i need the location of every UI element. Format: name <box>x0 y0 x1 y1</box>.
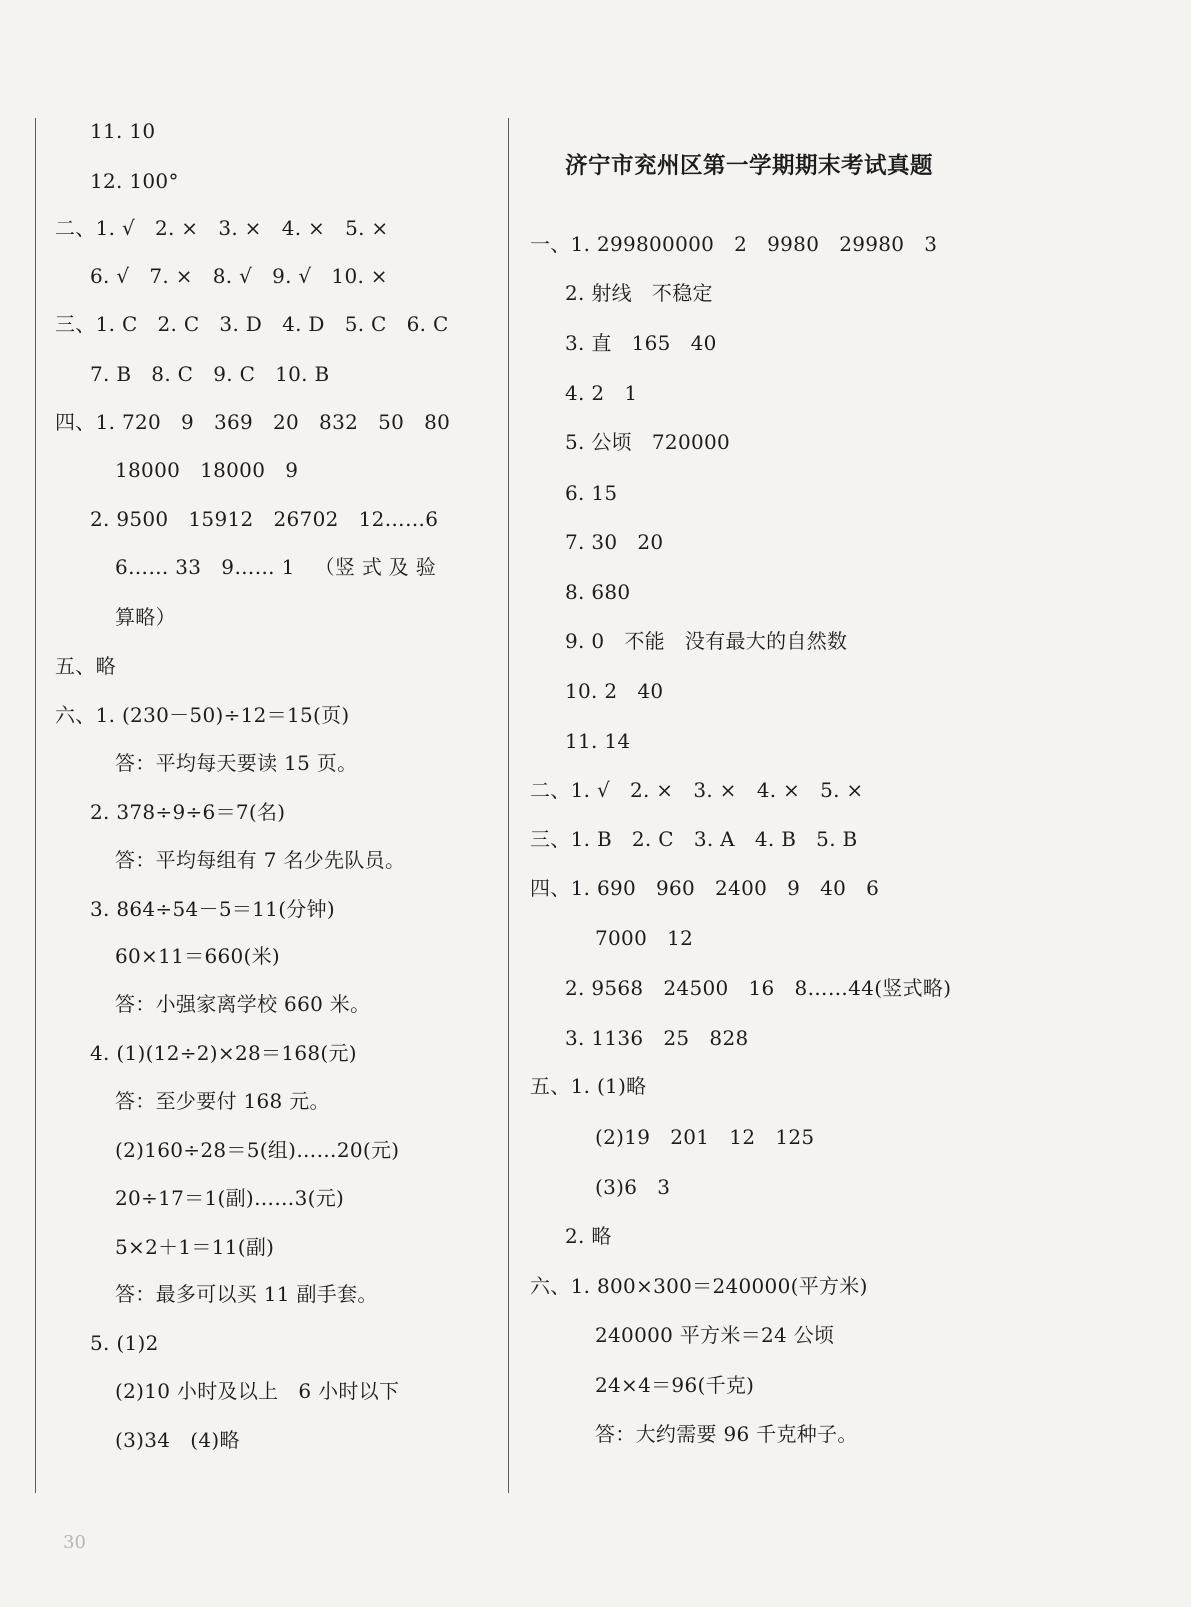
answer-line: (2)160÷28＝5(组)……20(元) <box>115 1138 400 1162</box>
answer-line: 二、1. √ 2. × 3. × 4. × 5. × <box>530 778 864 802</box>
answer-line: 答：至少要付 168 元。 <box>115 1089 330 1113</box>
answer-line: 10. 2 40 <box>565 679 664 703</box>
answer-line: 6…… 33 9…… 1 （竖 式 及 验 <box>115 555 437 579</box>
answer-line: 算略） <box>115 605 176 629</box>
answer-line: 答：平均每组有 7 名少先队员。 <box>115 848 406 872</box>
answer-line: 三、1. C 2. C 3. D 4. D 5. C 6. C <box>55 312 449 336</box>
answer-line: 答：最多可以买 11 副手套。 <box>115 1282 378 1306</box>
answer-line: 7000 12 <box>595 926 694 950</box>
answer-line: (3)34 (4)略 <box>115 1428 240 1452</box>
answer-line: 2. 略 <box>565 1224 612 1248</box>
answer-line: 答：大约需要 96 千克种子。 <box>595 1422 858 1446</box>
answer-line: 四、1. 690 960 2400 9 40 6 <box>530 876 880 900</box>
answer-line: (2)10 小时及以上 6 小时以下 <box>115 1379 400 1403</box>
answer-line: 五、1. (1)略 <box>530 1074 647 1098</box>
answer-line: 7. 30 20 <box>565 530 664 554</box>
answer-line: 3. 直 165 40 <box>565 331 717 355</box>
answer-line: 6. 15 <box>565 481 618 505</box>
answer-line: 5×2＋1＝11(副) <box>115 1235 275 1259</box>
answer-line: 5. (1)2 <box>90 1331 159 1355</box>
answer-line: 答：小强家离学校 660 米。 <box>115 992 371 1016</box>
answer-line: 六、1. (230－50)÷12＝15(页) <box>55 703 350 727</box>
answer-line: 三、1. B 2. C 3. A 4. B 5. B <box>530 827 858 851</box>
answer-line: 2. 378÷9÷6＝7(名) <box>90 800 286 824</box>
answer-line: 11. 10 <box>90 119 156 143</box>
answer-line: (3)6 3 <box>595 1175 671 1199</box>
answer-line: 2. 9568 24500 16 8……44(竖式略) <box>565 976 952 1000</box>
answer-line: 11. 14 <box>565 729 631 753</box>
answer-line: 12. 100° <box>90 169 179 193</box>
answer-line: 4. 2 1 <box>565 381 638 405</box>
answer-line: 4. (1)(12÷2)×28＝168(元) <box>90 1041 357 1065</box>
answer-line: 60×11＝660(米) <box>115 944 281 968</box>
answer-line: 24×4＝96(千克) <box>595 1373 755 1397</box>
answer-line: 240000 平方米＝24 公顷 <box>595 1323 835 1347</box>
answer-line: 二、1. √ 2. × 3. × 4. × 5. × <box>55 216 389 240</box>
answer-line: 五、略 <box>55 654 116 678</box>
answer-line: (2)19 201 12 125 <box>595 1125 815 1149</box>
answer-line: 一、1. 299800000 2 9980 29980 3 <box>530 232 938 256</box>
answer-line: 2. 射线 不稳定 <box>565 281 713 305</box>
page-number: 30 <box>63 1532 86 1553</box>
answer-line: 2. 9500 15912 26702 12……6 <box>90 507 439 531</box>
answer-line: 答：平均每天要读 15 页。 <box>115 751 358 775</box>
answer-line: 四、1. 720 9 369 20 832 50 80 <box>55 410 451 434</box>
answer-line: 18000 18000 9 <box>115 458 299 482</box>
answer-line: 20÷17＝1(副)……3(元) <box>115 1186 345 1210</box>
answer-line: 3. 864÷54－5＝11(分钟) <box>90 897 335 921</box>
answer-line: 7. B 8. C 9. C 10. B <box>90 362 330 386</box>
answer-line: 六、1. 800×300＝240000(平方米) <box>530 1274 868 1298</box>
answer-line: 5. 公顷 720000 <box>565 430 731 454</box>
answer-line: 9. 0 不能 没有最大的自然数 <box>565 629 848 653</box>
answer-line: 8. 680 <box>565 580 631 604</box>
exam-title: 济宁市兖州区第一学期期末考试真题 <box>565 153 934 179</box>
answer-line: 3. 1136 25 828 <box>565 1026 749 1050</box>
answer-line: 6. √ 7. × 8. √ 9. √ 10. × <box>90 264 388 288</box>
